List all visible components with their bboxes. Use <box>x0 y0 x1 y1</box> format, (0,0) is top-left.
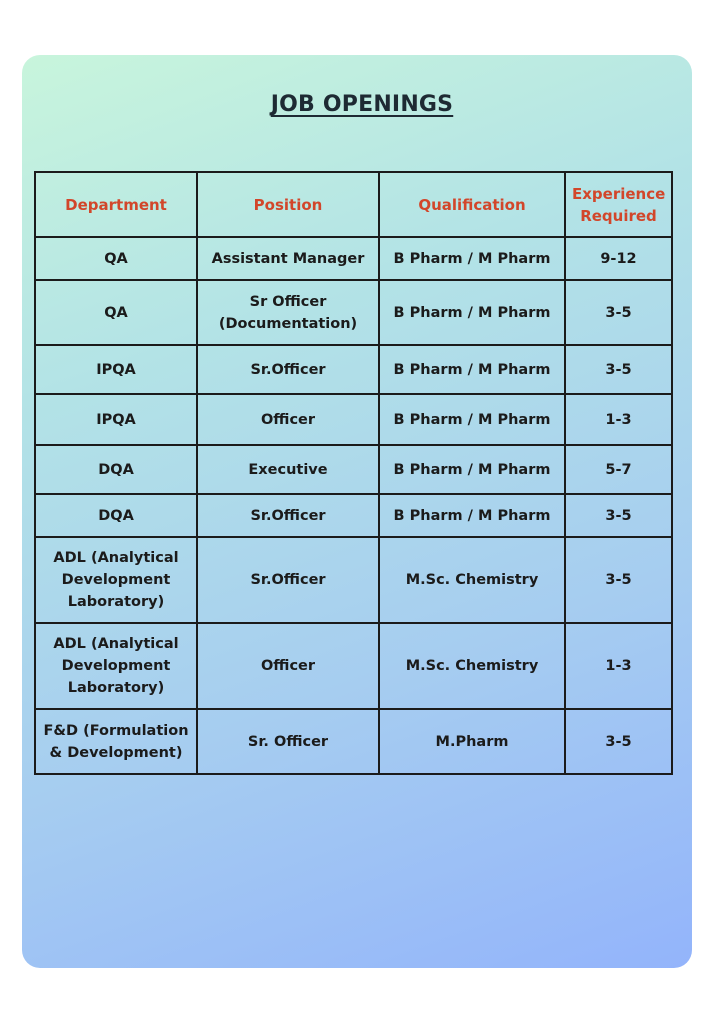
cell-experience: 9-12 <box>565 237 672 280</box>
cell-position: Sr.Officer <box>197 537 379 623</box>
cell-qualification: B Pharm / M Pharm <box>379 394 565 445</box>
cell-department: IPQA <box>35 345 197 394</box>
cell-position: Assistant Manager <box>197 237 379 280</box>
table-row <box>35 445 672 494</box>
table-row <box>35 537 672 623</box>
cell-experience: 1-3 <box>565 623 672 709</box>
cell-department: QA <box>35 237 197 280</box>
cell-department: ADL (Analytical Development Laboratory) <box>35 537 197 623</box>
header-experience: Experience Required <box>565 172 672 237</box>
cell-position: Executive <box>197 445 379 494</box>
cell-department: DQA <box>35 445 197 494</box>
header-department: Department <box>35 172 197 237</box>
cell-position: Sr. Officer <box>197 709 379 774</box>
cell-qualification: B Pharm / M Pharm <box>379 237 565 280</box>
cell-qualification: B Pharm / M Pharm <box>379 280 565 345</box>
page-title-text: JOB OPENINGS <box>270 92 454 117</box>
cell-experience: 3-5 <box>565 280 672 345</box>
cell-qualification: B Pharm / M Pharm <box>379 494 565 537</box>
cell-experience: 3-5 <box>565 345 672 394</box>
table-row <box>35 709 672 774</box>
table-row <box>35 237 672 280</box>
cell-experience: 1-3 <box>565 394 672 445</box>
cell-qualification: M.Sc. Chemistry <box>379 623 565 709</box>
page-title <box>0 92 724 117</box>
cell-qualification: B Pharm / M Pharm <box>379 345 565 394</box>
cell-experience: 5-7 <box>565 445 672 494</box>
table-row <box>35 623 672 709</box>
cell-department: F&D (Formulation & Development) <box>35 709 197 774</box>
cell-position: Sr.Officer <box>197 345 379 394</box>
header-position: Position <box>197 172 379 237</box>
cell-position: Officer <box>197 623 379 709</box>
cell-department: QA <box>35 280 197 345</box>
table-row <box>35 345 672 394</box>
cell-department: DQA <box>35 494 197 537</box>
cell-department: ADL (Analytical Development Laboratory) <box>35 623 197 709</box>
cell-experience: 3-5 <box>565 494 672 537</box>
cell-qualification: B Pharm / M Pharm <box>379 445 565 494</box>
cell-experience: 3-5 <box>565 709 672 774</box>
table-row <box>35 394 672 445</box>
header-qualification: Qualification <box>379 172 565 237</box>
cell-qualification: M.Pharm <box>379 709 565 774</box>
cell-position: Officer <box>197 394 379 445</box>
cell-experience: 3-5 <box>565 537 672 623</box>
job-openings-table <box>34 171 673 775</box>
table-row <box>35 280 672 345</box>
cell-position: Sr.Officer <box>197 494 379 537</box>
cell-position: Sr Officer (Documentation) <box>197 280 379 345</box>
cell-department: IPQA <box>35 394 197 445</box>
table-row <box>35 494 672 537</box>
cell-qualification: M.Sc. Chemistry <box>379 537 565 623</box>
table-header-row <box>35 172 672 237</box>
